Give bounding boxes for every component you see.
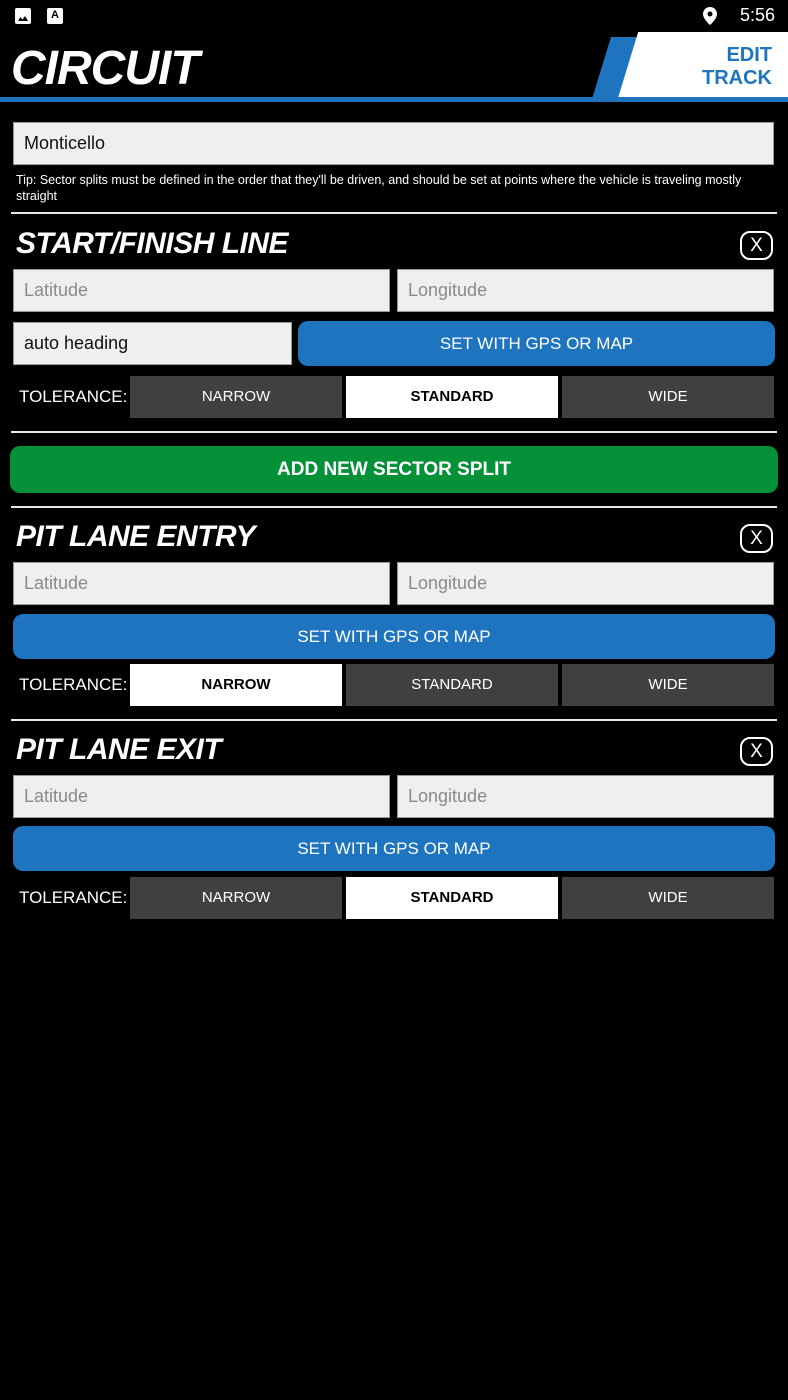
start-finish-set-gps-button[interactable]: SET WITH GPS OR MAP bbox=[298, 321, 775, 366]
add-sector-split-button[interactable]: ADD NEW SECTOR SPLIT bbox=[10, 446, 778, 493]
app-header bbox=[0, 32, 788, 102]
header-underline bbox=[0, 97, 788, 102]
edit-track-label-line2: TRACK bbox=[702, 67, 772, 89]
start-finish-tolerance-narrow[interactable]: NARROW bbox=[130, 376, 342, 418]
start-finish-latitude-input[interactable]: Latitude bbox=[13, 269, 390, 312]
start-finish-longitude-input[interactable]: Longitude bbox=[397, 269, 774, 312]
pit-entry-close-button[interactable]: X bbox=[740, 524, 773, 553]
start-finish-heading-input[interactable]: auto heading bbox=[13, 322, 292, 365]
pit-exit-longitude-input[interactable]: Longitude bbox=[397, 775, 774, 818]
pit-entry-title: PIT LANE ENTRY bbox=[16, 520, 256, 553]
status-bar bbox=[0, 0, 788, 32]
page-title: CIRCUIT bbox=[11, 42, 199, 95]
pit-entry-set-gps-button[interactable]: SET WITH GPS OR MAP bbox=[13, 614, 775, 659]
divider bbox=[11, 431, 777, 433]
location-pin-icon bbox=[703, 7, 717, 25]
divider bbox=[11, 212, 777, 214]
clock: 5:56 bbox=[740, 5, 776, 25]
start-finish-tolerance-label: TOLERANCE: bbox=[19, 387, 128, 406]
tip-text: Tip: Sector splits must be defined in the order that they'll be driven, and should be set at points where the vehicle is traveling mostly straight bbox=[16, 173, 742, 203]
edit-track-label-line1: EDIT bbox=[726, 44, 772, 66]
pit-entry-tolerance-wide[interactable]: WIDE bbox=[562, 664, 774, 706]
pit-entry-tolerance-standard[interactable]: STANDARD bbox=[346, 664, 558, 706]
font-icon: A bbox=[47, 8, 63, 24]
start-finish-close-button[interactable]: X bbox=[740, 231, 773, 260]
divider bbox=[11, 506, 777, 508]
pit-exit-set-gps-button[interactable]: SET WITH GPS OR MAP bbox=[13, 826, 775, 871]
pit-exit-tolerance-wide[interactable]: WIDE bbox=[562, 877, 774, 919]
start-finish-tolerance-standard[interactable]: STANDARD bbox=[346, 376, 558, 418]
gallery-icon bbox=[15, 8, 31, 24]
pit-entry-tolerance-label: TOLERANCE: bbox=[19, 675, 128, 694]
pit-entry-tolerance-narrow[interactable]: NARROW bbox=[130, 664, 342, 706]
pit-exit-title: PIT LANE EXIT bbox=[16, 733, 222, 766]
pit-exit-close-button[interactable]: X bbox=[740, 737, 773, 766]
track-name-input[interactable]: Monticello bbox=[13, 122, 774, 165]
pit-exit-latitude-input[interactable]: Latitude bbox=[13, 775, 390, 818]
pit-exit-tolerance-narrow[interactable]: NARROW bbox=[130, 877, 342, 919]
pit-entry-latitude-input[interactable]: Latitude bbox=[13, 562, 390, 605]
start-finish-tolerance-wide[interactable]: WIDE bbox=[562, 376, 774, 418]
edit-track-label[interactable] bbox=[652, 44, 772, 90]
divider bbox=[11, 719, 777, 721]
pit-exit-tolerance-label: TOLERANCE: bbox=[19, 888, 128, 907]
start-finish-title: START/FINISH LINE bbox=[16, 227, 289, 260]
pit-exit-tolerance-standard[interactable]: STANDARD bbox=[346, 877, 558, 919]
pit-entry-longitude-input[interactable]: Longitude bbox=[397, 562, 774, 605]
